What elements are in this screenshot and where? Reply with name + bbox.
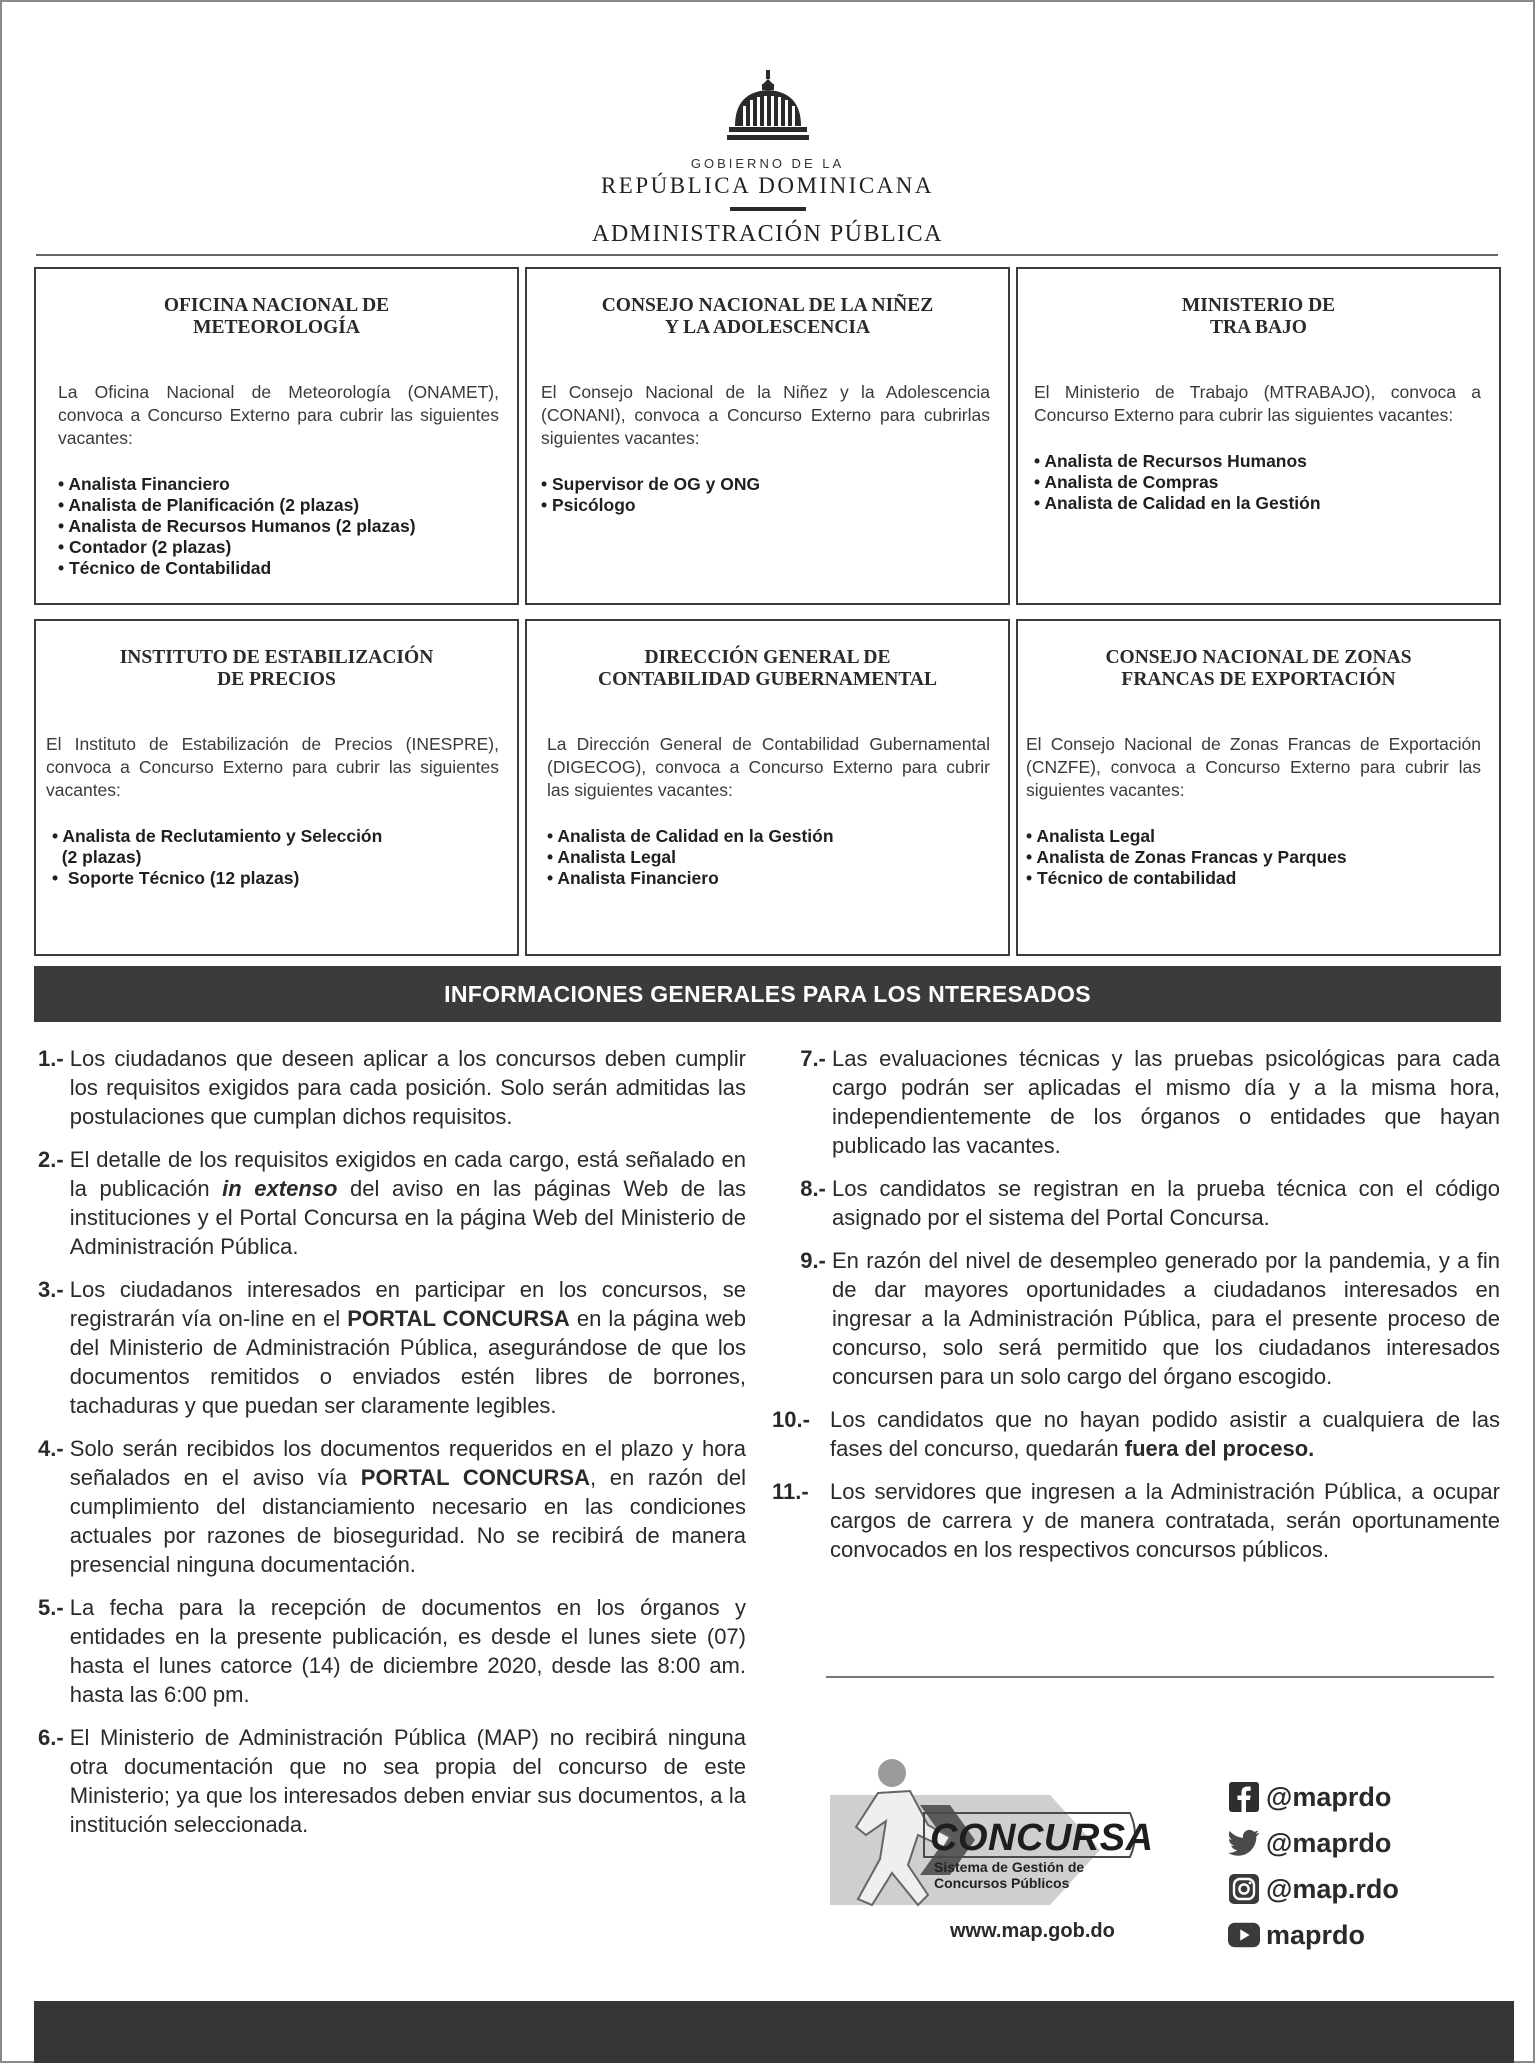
- info-item-number: 2.-: [38, 1147, 70, 1172]
- text-run: El Ministerio de Administración Pública (MAP) no recibirá ninguna otra documentación que no sea propia del concurso de este Ministerio; ya que los interesados deben enviar sus documentos, a la institución seleccionada.: [69, 1725, 746, 1837]
- info-item-number: 7.-: [800, 1046, 832, 1071]
- youtube-icon: [1228, 1919, 1260, 1951]
- info-item-number: 8.-: [800, 1176, 832, 1201]
- info-item-text: [70, 1593, 746, 1709]
- footer-bar: [34, 2001, 1514, 2063]
- info-item: [38, 1145, 746, 1261]
- vacancy-item: • Analista de Recursos Humanos: [1034, 451, 1307, 471]
- info-item-text: [832, 1246, 1500, 1391]
- vacancy-item: • Soporte Técnico (12 plazas): [52, 868, 300, 888]
- twitter-handle: @maprdo: [1266, 1827, 1392, 1858]
- twitter-icon: [1228, 1827, 1260, 1859]
- republica-label: REPÚBLICA DOMINICANA: [600, 173, 935, 198]
- info-item-text: [70, 1145, 746, 1261]
- info-item-number: 5.-: [38, 1595, 70, 1620]
- facebook-handle: @maprdo: [1266, 1781, 1392, 1812]
- text-run: Los servidores que ingresen a la Administración Pública, a ocupar cargos de carrera y de manera contratada, serán oportunamente convocados en los respectivos concursos públicos.: [830, 1479, 1500, 1562]
- text-run: Los ciudadanos interesados en participar en los concursos, se registrarán vía on-line en el: [69, 1277, 746, 1331]
- text-run: en la página web del Ministerio de Administración Pública, asegurándose de que los documentos remitidos o enviados estén libres de borrones, tachaduras y que puedan ser claramente legibles.: [69, 1306, 747, 1418]
- institution-box-conani: [525, 267, 1010, 605]
- vacancy-item: • Analista de Reclutamiento y Selección: [52, 826, 383, 846]
- vacancy-item: (2 plazas): [52, 847, 142, 867]
- info-item-number: 1.-: [38, 1046, 70, 1071]
- institution-description: La Dirección General de Contabilidad Gubernamental (DIGECOG), convoca a Concurso Externo para cubrir las siguientes vacantes:: [547, 734, 990, 800]
- info-item-text: [830, 1477, 1500, 1564]
- header-divider: [730, 207, 806, 211]
- info-items-left: [38, 1044, 746, 1853]
- info-item-number: 3.-: [38, 1277, 70, 1302]
- institution-title: CONSEJO NACIONAL DE ZONAS FRANCAS DE EXPORTACIÓN: [1105, 647, 1412, 690]
- emphasis-run: PORTAL CONCURSA: [347, 1306, 570, 1331]
- institution-description: La Oficina Nacional de Meteorología (ONAMET), convoca a Concurso Externo para cubrir las siguientes vacantes:: [58, 382, 499, 448]
- institution-title: INSTITUTO DE ESTABILIZACIÓN DE PRECIOS: [119, 647, 434, 690]
- vacancy-item: • Analista Financiero: [547, 868, 719, 888]
- info-item-number: 9.-: [800, 1248, 832, 1273]
- vacancy-item: • Analista de Zonas Francas y Parques: [1026, 847, 1347, 867]
- institution-box-mtrabajo: [1016, 267, 1501, 605]
- info-item: [38, 1434, 746, 1579]
- instagram-icon: [1228, 1873, 1260, 1905]
- info-item-text: [70, 1275, 746, 1420]
- vacancy-item: • Analista de Recursos Humanos (2 plazas): [58, 516, 416, 536]
- text-run: Los ciudadanos que deseen aplicar a los concursos deben cumplir los requisitos exigidos para cada posición. Solo serán admitidas las postulaciones que cumplan dichos requisitos.: [69, 1046, 746, 1129]
- administracion-label: ADMINISTRACIÓN PÚBLICA: [591, 221, 943, 247]
- vacancy-item: • Analista de Planificación (2 plazas): [58, 495, 360, 515]
- institution-title: CONSEJO NACIONAL DE LA NIÑEZ Y LA ADOLESCENCIA: [601, 295, 934, 338]
- info-item: [38, 1275, 746, 1420]
- info-item: [772, 1246, 1500, 1391]
- vacancy-list: [547, 826, 990, 889]
- info-item-number: 11.-: [772, 1479, 815, 1504]
- vacancy-item: • Psicólogo: [541, 495, 636, 515]
- social-links: [1228, 1774, 1399, 1958]
- institution-description: El Consejo Nacional de la Niñez y la Adolescencia (CONANI), convoca a Concurso Externo para cubrirlas siguientes vacantes:: [541, 382, 990, 448]
- general-info-banner: INFORMACIONES GENERALES PARA LOS NTERESADOS: [34, 966, 1501, 1022]
- info-item-text: [832, 1174, 1500, 1232]
- institution-title: DIRECCIÓN GENERAL DE CONTABILIDAD GUBERNAMENTAL: [598, 647, 937, 690]
- concursa-logo: [800, 1755, 1160, 1945]
- text-run: del aviso en las páginas Web de las instituciones y el Portal Concursa en la página Web del Ministerio de Administración Pública.: [69, 1176, 746, 1259]
- concursa-wordmark: CONCURSA: [930, 1817, 1154, 1859]
- text-run: Solo serán recibidos los documentos requeridos en el plazo y hora señalados en el aviso vía: [69, 1436, 746, 1490]
- emphasis-run: PORTAL CONCURSA: [360, 1465, 590, 1490]
- youtube-handle: maprdo: [1266, 1919, 1366, 1950]
- vacancy-item: • Analista de Calidad en la Gestión: [1034, 493, 1321, 513]
- instagram-handle: @map.rdo: [1266, 1873, 1399, 1904]
- text-run: El detalle de los requisitos exigidos en cada cargo, está señalado en la publicación: [69, 1147, 746, 1201]
- info-item-number: 4.-: [38, 1436, 70, 1461]
- vacancy-item: • Supervisor de OG y ONG: [541, 474, 761, 494]
- text-run: , en razón del cumplimiento del distanciamiento necesario en las condiciones actuales por razones de bioseguridad. No se recibirá de manera presencial ninguna documentación.: [69, 1465, 746, 1577]
- info-item-text: [70, 1044, 746, 1131]
- vacancy-list: [58, 474, 499, 579]
- vacancy-item: • Analista Legal: [1026, 826, 1155, 846]
- institution-title: OFICINA NACIONAL DE METEOROLOGÍA: [163, 295, 390, 338]
- gobierno-label: GOBIERNO DE LA: [690, 156, 845, 171]
- emphasis-run: in extenso: [222, 1176, 338, 1201]
- text-run: Los candidatos que no hayan podido asistir a cualquiera de las fases del concurso, quedarán: [830, 1407, 1500, 1461]
- info-item: [38, 1723, 746, 1839]
- social-facebook[interactable]: [1228, 1774, 1399, 1820]
- info-item: [38, 1044, 746, 1131]
- info-item: [772, 1405, 1500, 1463]
- institution-box-cnzfe: [1016, 619, 1501, 956]
- text-run: Los candidatos se registran en la prueba técnica con el código asignado por el sistema del Portal Concursa.: [832, 1176, 1500, 1230]
- info-item-text: [70, 1723, 746, 1839]
- vacancy-item: • Analista de Compras: [1034, 472, 1219, 492]
- national-palace-dome-icon: [727, 70, 809, 148]
- facebook-icon: [1228, 1781, 1260, 1813]
- text-run: En razón del nivel de desempleo generado por la pandemia, y a fin de dar mayores oportunidades a ciudadanos interesados en ingresar a la Administración Pública, para el presente proceso de concurso, solo será permitido que los ciudadanos interesados concursen para un solo cargo del órgano escogido.: [832, 1248, 1500, 1389]
- institution-box-onamet: [34, 267, 519, 605]
- info-item-text: [830, 1405, 1500, 1463]
- vacancy-item: • Técnico de Contabilidad: [58, 558, 272, 578]
- info-item: [772, 1174, 1500, 1232]
- text-run: La fecha para la recepción de documentos en los órganos y entidades en la presente publicación, es desde el lunes siete (07) hasta el lunes catorce (14) de diciembre 2020, desde las 8:00 am. hasta las 6:00 pm.: [69, 1595, 746, 1707]
- social-instagram[interactable]: [1228, 1866, 1399, 1912]
- institution-box-digecog: [525, 619, 1010, 956]
- institution-title: MINISTERIO DE TRA BAJO: [1181, 295, 1336, 338]
- institution-box-inespre: [34, 619, 519, 956]
- government-header: [0, 70, 1535, 248]
- info-item-number: 6.-: [38, 1725, 70, 1750]
- concursa-subtitle: Sistema de Gestión de Concursos Públicos: [934, 1859, 1085, 1891]
- vacancy-item: • Analista de Calidad en la Gestión: [547, 826, 834, 846]
- vacancy-list: [1034, 451, 1481, 514]
- vacancy-list: [1026, 826, 1481, 889]
- text-run: Las evaluaciones técnicas y las pruebas psicológicas para cada cargo podrán ser aplicadas el mismo día y a la misma hora, independientemente de los órganos o entidades que hayan publicado las vacantes.: [832, 1046, 1500, 1158]
- header-rule: [36, 254, 1498, 256]
- info-items-right: [772, 1044, 1500, 1578]
- vacancy-item: • Analista Legal: [547, 847, 676, 867]
- info-item: [772, 1477, 1500, 1564]
- social-youtube[interactable]: [1228, 1912, 1399, 1958]
- social-twitter[interactable]: [1228, 1820, 1399, 1866]
- institution-description: El Consejo Nacional de Zonas Francas de Exportación (CNZFE), convoca a Concurso Externo para cubrir las siguientes vacantes:: [1026, 734, 1481, 800]
- vacancy-item: • Contador (2 plazas): [58, 537, 232, 557]
- vacancy-list: [541, 474, 990, 516]
- right-divider: [826, 1676, 1494, 1678]
- vacancy-item: • Técnico de contabilidad: [1026, 868, 1237, 888]
- info-item: [38, 1593, 746, 1709]
- vacancy-item: • Analista Financiero: [58, 474, 230, 494]
- info-item: [772, 1044, 1500, 1160]
- info-item-text: [70, 1434, 746, 1579]
- info-item-number: 10.-: [772, 1407, 817, 1432]
- info-item-text: [832, 1044, 1500, 1160]
- emphasis-run: fuera del proceso.: [1124, 1436, 1315, 1461]
- institution-description: El Instituto de Estabilización de Precios (INESPRE), convoca a Concurso Externo para cubrir las siguientes vacantes:: [46, 734, 499, 800]
- website-link[interactable]: www.map.gob.do: [950, 1920, 1115, 1942]
- institution-description: El Ministerio de Trabajo (MTRABAJO), convoca a Concurso Externo para cubrir las siguientes vacantes:: [1034, 382, 1481, 425]
- vacancy-list: [52, 826, 499, 889]
